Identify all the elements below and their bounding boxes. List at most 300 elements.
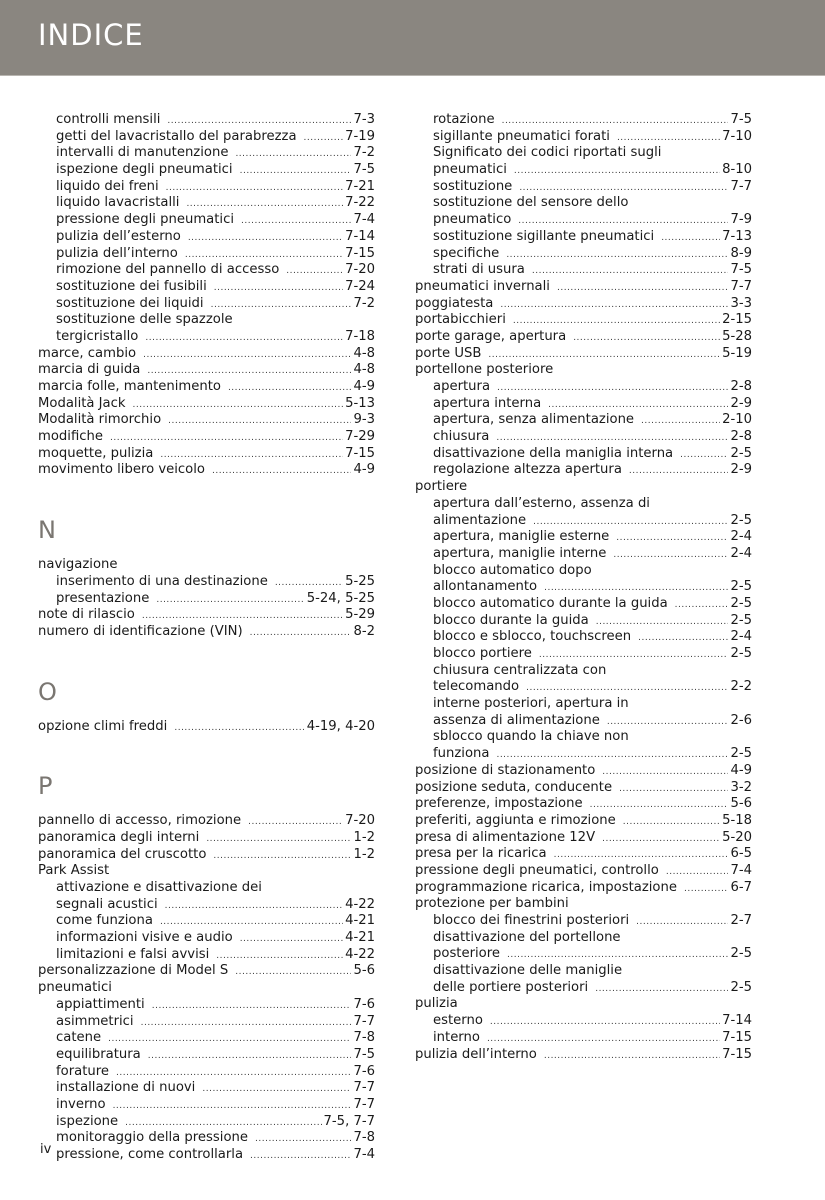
entry-label: specifiche xyxy=(433,245,500,261)
index-subentry[interactable] xyxy=(38,162,375,179)
dot-leader xyxy=(142,608,343,624)
entry-page-ref[interactable]: 8-9 xyxy=(730,245,752,261)
dot-leader xyxy=(228,380,352,396)
index-entry[interactable] xyxy=(38,379,375,396)
entry-page-ref[interactable]: 7-9 xyxy=(730,212,752,228)
entry-page-ref[interactable]: 2-5 xyxy=(730,979,752,995)
entry-label: forature xyxy=(56,1063,109,1079)
index-entry[interactable] xyxy=(415,846,752,863)
entry-page-ref[interactable]: 7-19 xyxy=(345,128,375,144)
index-subentry[interactable] xyxy=(38,229,375,246)
index-subentry[interactable] xyxy=(38,279,375,296)
index-entry[interactable] xyxy=(415,296,752,313)
index-entry[interactable] xyxy=(415,830,752,847)
dot-leader xyxy=(235,964,351,980)
dot-leader xyxy=(616,530,728,546)
index-subentry[interactable] xyxy=(38,1130,375,1147)
entry-label: disattivazione delle maniglie xyxy=(433,963,623,979)
entry-page-ref[interactable]: 9-3 xyxy=(353,412,375,428)
entry-page-ref[interactable]: 7-20 xyxy=(345,262,375,278)
entry-page-ref[interactable]: 4-21 xyxy=(345,913,375,929)
index-entry[interactable] xyxy=(415,863,752,880)
index-subentry xyxy=(38,880,375,897)
entry-page-ref[interactable]: 7-2 xyxy=(353,145,375,161)
dot-leader xyxy=(502,113,729,129)
entry-page-ref[interactable]: 4-9 xyxy=(353,379,375,394)
section-letter: N xyxy=(38,516,56,545)
entry-label: sostituzione dei fusibili xyxy=(56,278,207,294)
index-entry[interactable] xyxy=(38,462,375,479)
entry-page-ref[interactable]: 7-5 xyxy=(353,162,375,178)
dot-leader xyxy=(214,280,343,296)
entry-page-ref[interactable]: 5-29 xyxy=(345,607,375,623)
dot-leader xyxy=(602,764,728,780)
entry-page-ref[interactable]: 2-6 xyxy=(730,712,752,728)
entry-page-ref[interactable]: 7-18 xyxy=(345,328,375,344)
entry-label: portellone posteriore xyxy=(415,362,554,378)
entry-label: marcia folle, mantenimento xyxy=(38,379,221,394)
index-entry[interactable] xyxy=(38,847,375,864)
index-subentry[interactable] xyxy=(38,1097,375,1114)
entry-page-ref[interactable]: 7-13 xyxy=(722,228,752,244)
entry-page-ref[interactable]: 8-2 xyxy=(353,623,375,639)
index-entry xyxy=(415,362,752,379)
index-entry[interactable] xyxy=(38,813,375,830)
entry-page-ref[interactable]: 3-3 xyxy=(730,295,752,311)
entry-page-ref[interactable]: 7-8 xyxy=(353,1130,375,1146)
entry-label: pneumatici xyxy=(433,162,507,178)
index-subentry[interactable] xyxy=(415,212,752,229)
entry-page-ref[interactable]: 7-22 xyxy=(345,195,375,211)
index-subentry[interactable] xyxy=(415,513,752,530)
entry-page-ref[interactable]: 7-21 xyxy=(345,178,375,194)
entry-page-ref[interactable]: 2-9 xyxy=(730,462,752,478)
entry-page-ref[interactable]: 4-9 xyxy=(730,762,752,778)
index-subentry[interactable] xyxy=(415,1030,752,1047)
index-subentry[interactable] xyxy=(38,947,375,964)
entry-page-ref[interactable]: 5-19 xyxy=(722,345,752,361)
entry-label: intervalli di manutenzione xyxy=(56,145,229,161)
dot-leader xyxy=(255,1131,351,1147)
index-subentry[interactable] xyxy=(415,162,752,179)
section-gap xyxy=(38,735,375,759)
entry-label: controlli mensili xyxy=(56,112,161,127)
dot-leader xyxy=(304,130,344,146)
entry-page-ref[interactable]: 2-10 xyxy=(722,412,752,428)
entry-page-ref[interactable]: 4-22 xyxy=(345,946,375,962)
index-entry[interactable] xyxy=(415,763,752,780)
dot-leader xyxy=(250,625,352,641)
index-subentry[interactable] xyxy=(415,529,752,546)
index-entry[interactable] xyxy=(38,346,375,363)
index-subentry[interactable] xyxy=(38,1114,375,1131)
dot-leader xyxy=(213,848,351,864)
entry-label: asimmetrici xyxy=(56,1013,134,1029)
index-subentry[interactable] xyxy=(415,1013,752,1030)
dot-leader xyxy=(490,1014,720,1030)
entry-page-ref[interactable]: 7-20 xyxy=(345,813,375,829)
entry-label: Modalità Jack xyxy=(38,395,126,411)
index-subentry[interactable] xyxy=(415,646,752,663)
index-subentry[interactable] xyxy=(38,591,375,608)
entry-label: porte USB xyxy=(415,345,482,361)
index-subentry[interactable] xyxy=(415,946,752,963)
index-entry[interactable] xyxy=(38,396,375,413)
entry-page-ref[interactable]: 2-4 xyxy=(730,629,752,645)
entry-page-ref[interactable]: 5-18 xyxy=(722,812,752,828)
dot-leader xyxy=(125,1115,321,1131)
index-subentry[interactable] xyxy=(38,1014,375,1031)
index-entry[interactable] xyxy=(38,830,375,847)
dot-leader xyxy=(206,831,351,847)
entry-label: liquido dei freni xyxy=(56,178,159,194)
entry-page-ref[interactable]: 7-14 xyxy=(722,1013,752,1029)
index-subentry[interactable] xyxy=(38,329,375,346)
entry-label: pulizia dell’interno xyxy=(415,1046,537,1062)
index-subentry[interactable] xyxy=(415,913,752,930)
index-subentry[interactable] xyxy=(38,930,375,947)
entry-label: liquido lavacristalli xyxy=(56,195,180,211)
dot-leader xyxy=(684,881,728,897)
entry-page-ref[interactable]: 5-20 xyxy=(722,829,752,845)
index-subentry[interactable] xyxy=(38,1047,375,1064)
entry-page-ref[interactable]: 1-2 xyxy=(353,829,375,845)
index-entry[interactable] xyxy=(38,719,375,736)
dot-leader xyxy=(248,814,343,830)
dot-leader xyxy=(241,213,351,229)
entry-label: marce, cambio xyxy=(38,345,137,361)
index-subentry[interactable] xyxy=(38,1030,375,1047)
dot-leader xyxy=(275,575,343,591)
entry-label: chiusura centralizzata con xyxy=(433,662,607,678)
entry-page-ref[interactable]: 2-4 xyxy=(730,529,752,545)
entry-page-ref[interactable]: 7-4 xyxy=(730,862,752,878)
dot-leader xyxy=(595,981,728,997)
index-subentry[interactable] xyxy=(38,129,375,146)
entry-page-ref[interactable]: 7-7 xyxy=(353,1080,375,1096)
entry-label: portiere xyxy=(415,479,468,495)
entry-page-ref[interactable]: 7-14 xyxy=(345,228,375,244)
dot-leader xyxy=(602,831,720,847)
entry-label: pressione, come controllarla xyxy=(56,1147,244,1162)
entry-page-ref[interactable]: 7-10 xyxy=(722,128,752,144)
dot-leader xyxy=(539,647,729,663)
entry-page-ref[interactable]: 7-15 xyxy=(345,445,375,461)
entry-page-ref[interactable]: 1-2 xyxy=(353,846,375,862)
index-subentry[interactable] xyxy=(415,679,752,696)
index-subentry[interactable] xyxy=(415,462,752,479)
index-subentry[interactable] xyxy=(38,145,375,162)
dot-leader xyxy=(675,597,729,613)
entry-label: interno xyxy=(433,1029,480,1045)
index-entry xyxy=(415,479,752,496)
entry-label: programmazione ricarica, impostazione xyxy=(415,879,677,895)
entry-label: allontanamento xyxy=(433,579,538,595)
index-subentry[interactable] xyxy=(38,212,375,229)
entry-label: limitazioni e falsi avvisi xyxy=(56,946,210,962)
entry-page-ref[interactable]: 2-5 xyxy=(730,445,752,461)
entry-label: informazioni visive e audio xyxy=(56,930,233,946)
index-subentry[interactable] xyxy=(415,980,752,997)
index-subentry[interactable] xyxy=(38,195,375,212)
entry-label: pneumatici xyxy=(38,980,112,996)
index-subentry[interactable] xyxy=(38,179,375,196)
index-subentry[interactable] xyxy=(415,713,752,730)
entry-page-ref[interactable]: 7-5 xyxy=(353,1046,375,1062)
dot-leader xyxy=(496,430,728,446)
index-entry[interactable] xyxy=(38,446,375,463)
index-entry xyxy=(38,557,375,574)
entry-label: poggiatesta xyxy=(415,295,494,311)
entry-page-ref[interactable]: 7-4 xyxy=(353,212,375,228)
entry-label: catene xyxy=(56,1030,102,1046)
entry-label: Modalità rimorchio xyxy=(38,412,162,428)
entry-page-ref[interactable]: 7-3 xyxy=(353,112,375,127)
index-subentry[interactable] xyxy=(415,446,752,463)
entry-page-ref[interactable]: 2-7 xyxy=(730,913,752,928)
entry-page-ref[interactable]: 4-8 xyxy=(353,362,375,378)
dot-leader xyxy=(148,1048,352,1064)
dot-leader xyxy=(160,447,343,463)
entry-page-ref[interactable]: 7-15 xyxy=(722,1029,752,1045)
dot-leader xyxy=(160,914,343,930)
dot-leader xyxy=(514,163,720,179)
entry-page-ref[interactable]: 7-24 xyxy=(345,278,375,294)
entry-label: protezione per bambini xyxy=(415,896,569,912)
index-subentry[interactable] xyxy=(415,429,752,446)
entry-page-ref[interactable]: 6-7 xyxy=(730,879,752,895)
entry-page-ref[interactable]: 4-19, 4-20 xyxy=(306,718,375,734)
entry-page-ref[interactable]: 2-9 xyxy=(730,395,752,411)
dot-leader xyxy=(590,797,729,813)
entry-label: portabicchieri xyxy=(415,312,506,328)
index-subentry[interactable] xyxy=(415,412,752,429)
entry-label: presa di alimentazione 12V xyxy=(415,829,596,845)
entry-label: blocco portiere xyxy=(433,646,532,661)
entry-label: ispezione degli pneumatici xyxy=(56,162,233,178)
entry-page-ref[interactable]: 7-4 xyxy=(353,1147,375,1162)
index-entry[interactable] xyxy=(415,813,752,830)
index-subentry[interactable] xyxy=(38,112,375,129)
index-subentry[interactable] xyxy=(38,246,375,263)
index-entry[interactable] xyxy=(415,346,752,363)
entry-page-ref[interactable]: 4-8 xyxy=(353,345,375,361)
entry-label: getti del lavacristallo del parabrezza xyxy=(56,128,297,144)
entry-label: rimozione del pannello di accesso xyxy=(56,262,280,278)
dot-leader xyxy=(518,213,728,229)
index-subentry xyxy=(415,663,752,680)
entry-page-ref[interactable]: 7-6 xyxy=(353,996,375,1012)
dot-leader xyxy=(533,514,728,530)
entry-label: presa per la ricarica xyxy=(415,846,547,862)
entry-page-ref[interactable]: 8-10 xyxy=(722,162,752,178)
entry-page-ref[interactable]: 2-8 xyxy=(730,429,752,445)
dot-leader xyxy=(143,347,351,363)
index-entry xyxy=(38,863,375,880)
dot-leader xyxy=(638,630,728,646)
dot-leader xyxy=(557,280,728,296)
entry-label: funziona xyxy=(433,746,490,762)
index-entry[interactable] xyxy=(415,780,752,797)
index-subentry[interactable] xyxy=(415,396,752,413)
entry-label: modifiche xyxy=(38,429,103,445)
dot-leader xyxy=(506,247,728,263)
index-subentry[interactable] xyxy=(38,897,375,914)
dot-leader xyxy=(641,413,720,429)
index-subentry[interactable] xyxy=(415,229,752,246)
entry-page-ref[interactable]: 2-5 xyxy=(730,612,752,628)
index-entry[interactable] xyxy=(38,429,375,446)
index-entry[interactable] xyxy=(415,880,752,897)
index-subentry xyxy=(415,729,752,746)
index-subentry[interactable] xyxy=(415,746,752,763)
index-subentry[interactable] xyxy=(415,613,752,630)
index-entry[interactable] xyxy=(38,624,375,641)
dot-leader xyxy=(166,180,343,196)
entry-label: appiattimenti xyxy=(56,996,145,1012)
entry-page-ref[interactable]: 6-5 xyxy=(730,846,752,862)
entry-page-ref[interactable]: 7-8 xyxy=(353,1030,375,1046)
dot-leader xyxy=(617,130,720,146)
index-entry[interactable] xyxy=(415,312,752,329)
index-subentry[interactable] xyxy=(415,129,752,146)
section-letter: P xyxy=(38,772,53,801)
entry-page-ref[interactable]: 2-5 xyxy=(730,746,752,762)
index-entry[interactable] xyxy=(415,329,752,346)
entry-page-ref[interactable]: 7-7 xyxy=(730,178,752,194)
entry-page-ref[interactable]: 4-9 xyxy=(353,462,375,478)
dot-leader xyxy=(240,931,343,947)
index-subentry[interactable] xyxy=(38,997,375,1014)
index-subentry xyxy=(415,195,752,212)
dot-leader xyxy=(544,1048,720,1064)
entry-page-ref[interactable]: 7-7 xyxy=(730,278,752,294)
entry-label: blocco durante la guida xyxy=(433,612,589,628)
entry-page-ref[interactable]: 2-5 xyxy=(730,512,752,528)
entry-page-ref[interactable]: 5-25 xyxy=(345,573,375,589)
entry-page-ref[interactable]: 5-6 xyxy=(353,963,375,979)
dot-leader xyxy=(607,714,729,730)
index-subentry[interactable] xyxy=(415,629,752,646)
entry-label: opzione climi freddi xyxy=(38,718,168,734)
entry-label: pulizia xyxy=(415,996,458,1012)
index-subentry[interactable] xyxy=(415,379,752,396)
index-subentry[interactable] xyxy=(38,1080,375,1097)
index-entry[interactable] xyxy=(38,362,375,379)
entry-page-ref[interactable]: 2-8 xyxy=(730,379,752,394)
entry-page-ref[interactable]: 5-13 xyxy=(345,395,375,411)
entry-label: presentazione xyxy=(56,590,150,606)
entry-page-ref[interactable]: 7-29 xyxy=(345,429,375,445)
index-subentry[interactable] xyxy=(415,112,752,129)
index-subentry[interactable] xyxy=(38,1064,375,1081)
index-entry[interactable] xyxy=(415,796,752,813)
entry-label: note di rilascio xyxy=(38,607,135,623)
entry-label: rotazione xyxy=(433,112,495,127)
index-subentry xyxy=(415,496,752,513)
entry-label: blocco e sblocco, touchscreen xyxy=(433,629,632,645)
dot-leader xyxy=(496,747,728,763)
entry-page-ref[interactable]: 4-22 xyxy=(345,896,375,912)
dot-leader xyxy=(202,1081,351,1097)
index-subentry[interactable] xyxy=(415,546,752,563)
index-subentry[interactable] xyxy=(415,179,752,196)
entry-page-ref[interactable]: 7-15 xyxy=(722,1046,752,1062)
dot-leader xyxy=(108,1031,351,1047)
index-entry[interactable] xyxy=(38,963,375,980)
index-entry[interactable] xyxy=(415,279,752,296)
dot-leader xyxy=(629,463,729,479)
entry-page-ref[interactable]: 5-28 xyxy=(722,328,752,344)
index-subentry[interactable] xyxy=(38,296,375,313)
dot-leader xyxy=(110,430,343,446)
entry-label: apertura xyxy=(433,379,491,394)
index-subentry[interactable] xyxy=(415,596,752,613)
entry-label: sostituzione xyxy=(433,178,513,194)
index-entry[interactable] xyxy=(38,607,375,624)
index-subentry[interactable] xyxy=(415,579,752,596)
entry-page-ref[interactable]: 2-4 xyxy=(730,545,752,561)
entry-label: movimento libero veicolo xyxy=(38,462,205,478)
entry-page-ref[interactable]: 2-5 xyxy=(730,595,752,611)
dot-leader xyxy=(211,297,352,313)
dot-leader xyxy=(619,781,728,797)
index-subentry[interactable] xyxy=(38,913,375,930)
entry-label: inserimento di una destinazione xyxy=(56,573,268,589)
entry-page-ref[interactable]: 2-15 xyxy=(722,312,752,328)
index-subentry xyxy=(415,963,752,980)
index-entry[interactable] xyxy=(415,1047,752,1064)
entry-label: ispezione xyxy=(56,1113,119,1129)
dot-leader xyxy=(141,1015,352,1031)
index-subentry[interactable] xyxy=(415,246,752,263)
entry-page-ref[interactable]: 7-15 xyxy=(345,245,375,261)
entry-page-ref[interactable]: 7-5 xyxy=(730,262,752,278)
entry-page-ref[interactable]: 2-5 xyxy=(730,946,752,962)
entry-page-ref[interactable]: 2-5 xyxy=(730,579,752,595)
entry-label: come funziona xyxy=(56,913,153,929)
entry-label: strati di usura xyxy=(433,262,525,278)
entry-page-ref[interactable]: 5-6 xyxy=(730,796,752,812)
entry-label: pneumatico xyxy=(433,212,512,228)
entry-page-ref[interactable]: 7-5, 7-7 xyxy=(323,1113,375,1129)
index-subentry[interactable] xyxy=(38,262,375,279)
entry-page-ref[interactable]: 7-5 xyxy=(730,112,752,127)
entry-page-ref[interactable]: 2-5 xyxy=(730,646,752,661)
entry-page-ref[interactable]: 5-24, 5-25 xyxy=(306,590,375,606)
index-entry[interactable] xyxy=(38,412,375,429)
dot-leader xyxy=(680,447,728,463)
entry-page-ref[interactable]: 7-6 xyxy=(353,1063,375,1079)
index-subentry xyxy=(415,696,752,713)
dot-leader xyxy=(186,196,343,212)
entry-page-ref[interactable]: 7-2 xyxy=(353,295,375,311)
entry-label: marcia di guida xyxy=(38,362,141,378)
dot-leader xyxy=(174,720,304,736)
entry-page-ref[interactable]: 3-2 xyxy=(730,779,752,795)
entry-page-ref[interactable]: 7-7 xyxy=(353,1013,375,1029)
dot-leader xyxy=(623,814,720,830)
entry-page-ref[interactable]: 2-2 xyxy=(730,679,752,695)
index-subentry[interactable] xyxy=(415,262,752,279)
entry-page-ref[interactable]: 4-21 xyxy=(345,930,375,946)
page-header xyxy=(0,0,825,76)
index-subentry xyxy=(415,930,752,947)
entry-page-ref[interactable]: 7-7 xyxy=(353,1096,375,1112)
dot-leader xyxy=(500,297,728,313)
index-subentry[interactable] xyxy=(38,1147,375,1164)
index-subentry[interactable] xyxy=(38,574,375,591)
